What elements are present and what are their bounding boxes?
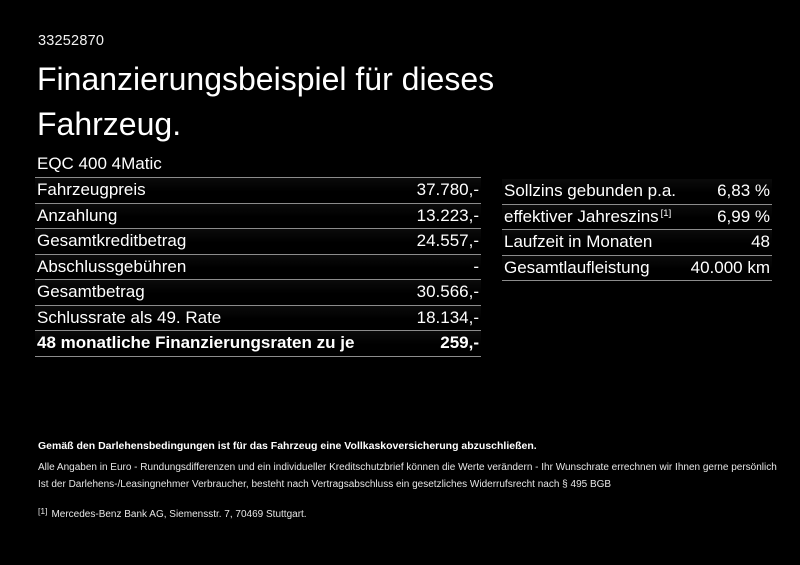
- row-label: Gesamtkreditbetrag: [37, 231, 187, 251]
- fine-print: [38, 440, 798, 520]
- finance-table: [35, 150, 481, 357]
- footnote-marker: [1]: [38, 506, 48, 516]
- row-label: Laufzeit in Monaten: [504, 232, 653, 252]
- page-title-line1: Finanzierungsbeispiel für dieses: [37, 61, 495, 97]
- row-value: -: [473, 256, 479, 276]
- row-value: 30.566,-: [416, 282, 479, 302]
- finance-row-monthly-rate-total: [35, 331, 481, 357]
- conditions-row-effektiver-jahreszins: [502, 205, 772, 231]
- footnote-marker: [1]: [660, 207, 672, 219]
- row-label: Anzahlung: [37, 205, 118, 225]
- finance-row-gesamtbetrag: [35, 280, 481, 306]
- finance-row-fahrzeugpreis: [35, 178, 481, 204]
- insurance-requirement-note: Gemäß den Darlehensbedingungen ist für das Fahrzeug eine Vollkaskoversicherung abzuschließen.: [38, 440, 537, 452]
- bank-footnote: [38, 506, 798, 520]
- row-label: effektiver Jahreszins [1]: [504, 206, 672, 226]
- row-value: 24.557,-: [416, 231, 479, 251]
- finance-row-schlussrate: [35, 306, 481, 332]
- row-value: 40.000 km: [690, 257, 770, 277]
- row-value: 37.780,-: [416, 180, 479, 200]
- row-value: 48: [751, 232, 770, 252]
- row-value: 18.134,-: [416, 307, 479, 327]
- row-label: Fahrzeugpreis: [37, 180, 146, 200]
- finance-row-anzahlung: [35, 204, 481, 230]
- row-label: Sollzins gebunden p.a.: [504, 181, 677, 201]
- bank-footnote-text: Mercedes-Benz Bank AG, Siemensstr. 7, 70469 Stuttgart.: [51, 509, 307, 520]
- disclaimer-note-1: Alle Angaben in Euro - Rundungsdifferenzen und ein individueller Kreditschutzbrief können die Werte verändern - Ihr Wunschrate errechnen wir Ihnen gerne persönlich: [38, 462, 777, 473]
- finance-row-abschlussgebuehren: [35, 255, 481, 281]
- row-value: 6,83 %: [717, 181, 770, 201]
- row-value: 6,99 %: [717, 206, 770, 226]
- row-label: Schlussrate als 49. Rate: [37, 307, 222, 327]
- conditions-row-sollzins: [502, 179, 772, 205]
- vehicle-model-header: EQC 400 4Matic: [35, 150, 481, 178]
- row-value: 259,-: [440, 333, 479, 353]
- conditions-row-laufzeit: [502, 230, 772, 256]
- finance-row-gesamtkreditbetrag: [35, 229, 481, 255]
- disclaimer-note-2: Ist der Darlehens-/Leasingnehmer Verbraucher, besteht nach Vertragsabschluss ein gesetzliches Widerrufsrecht nach § 495 BGB: [38, 479, 612, 490]
- page-title: [37, 57, 494, 147]
- row-label: 48 monatliche Finanzierungsraten zu je: [37, 333, 355, 353]
- row-label: Abschlussgebühren: [37, 256, 187, 276]
- row-value: 13.223,-: [416, 205, 479, 225]
- row-label: Gesamtbetrag: [37, 282, 145, 302]
- row-label: Gesamtlaufleistung: [504, 257, 650, 277]
- conditions-table: [502, 179, 772, 281]
- conditions-row-gesamtlaufleistung: [502, 256, 772, 282]
- page-title-line2: Fahrzeug.: [37, 106, 182, 142]
- vehicle-reference-number: 33252870: [38, 33, 105, 49]
